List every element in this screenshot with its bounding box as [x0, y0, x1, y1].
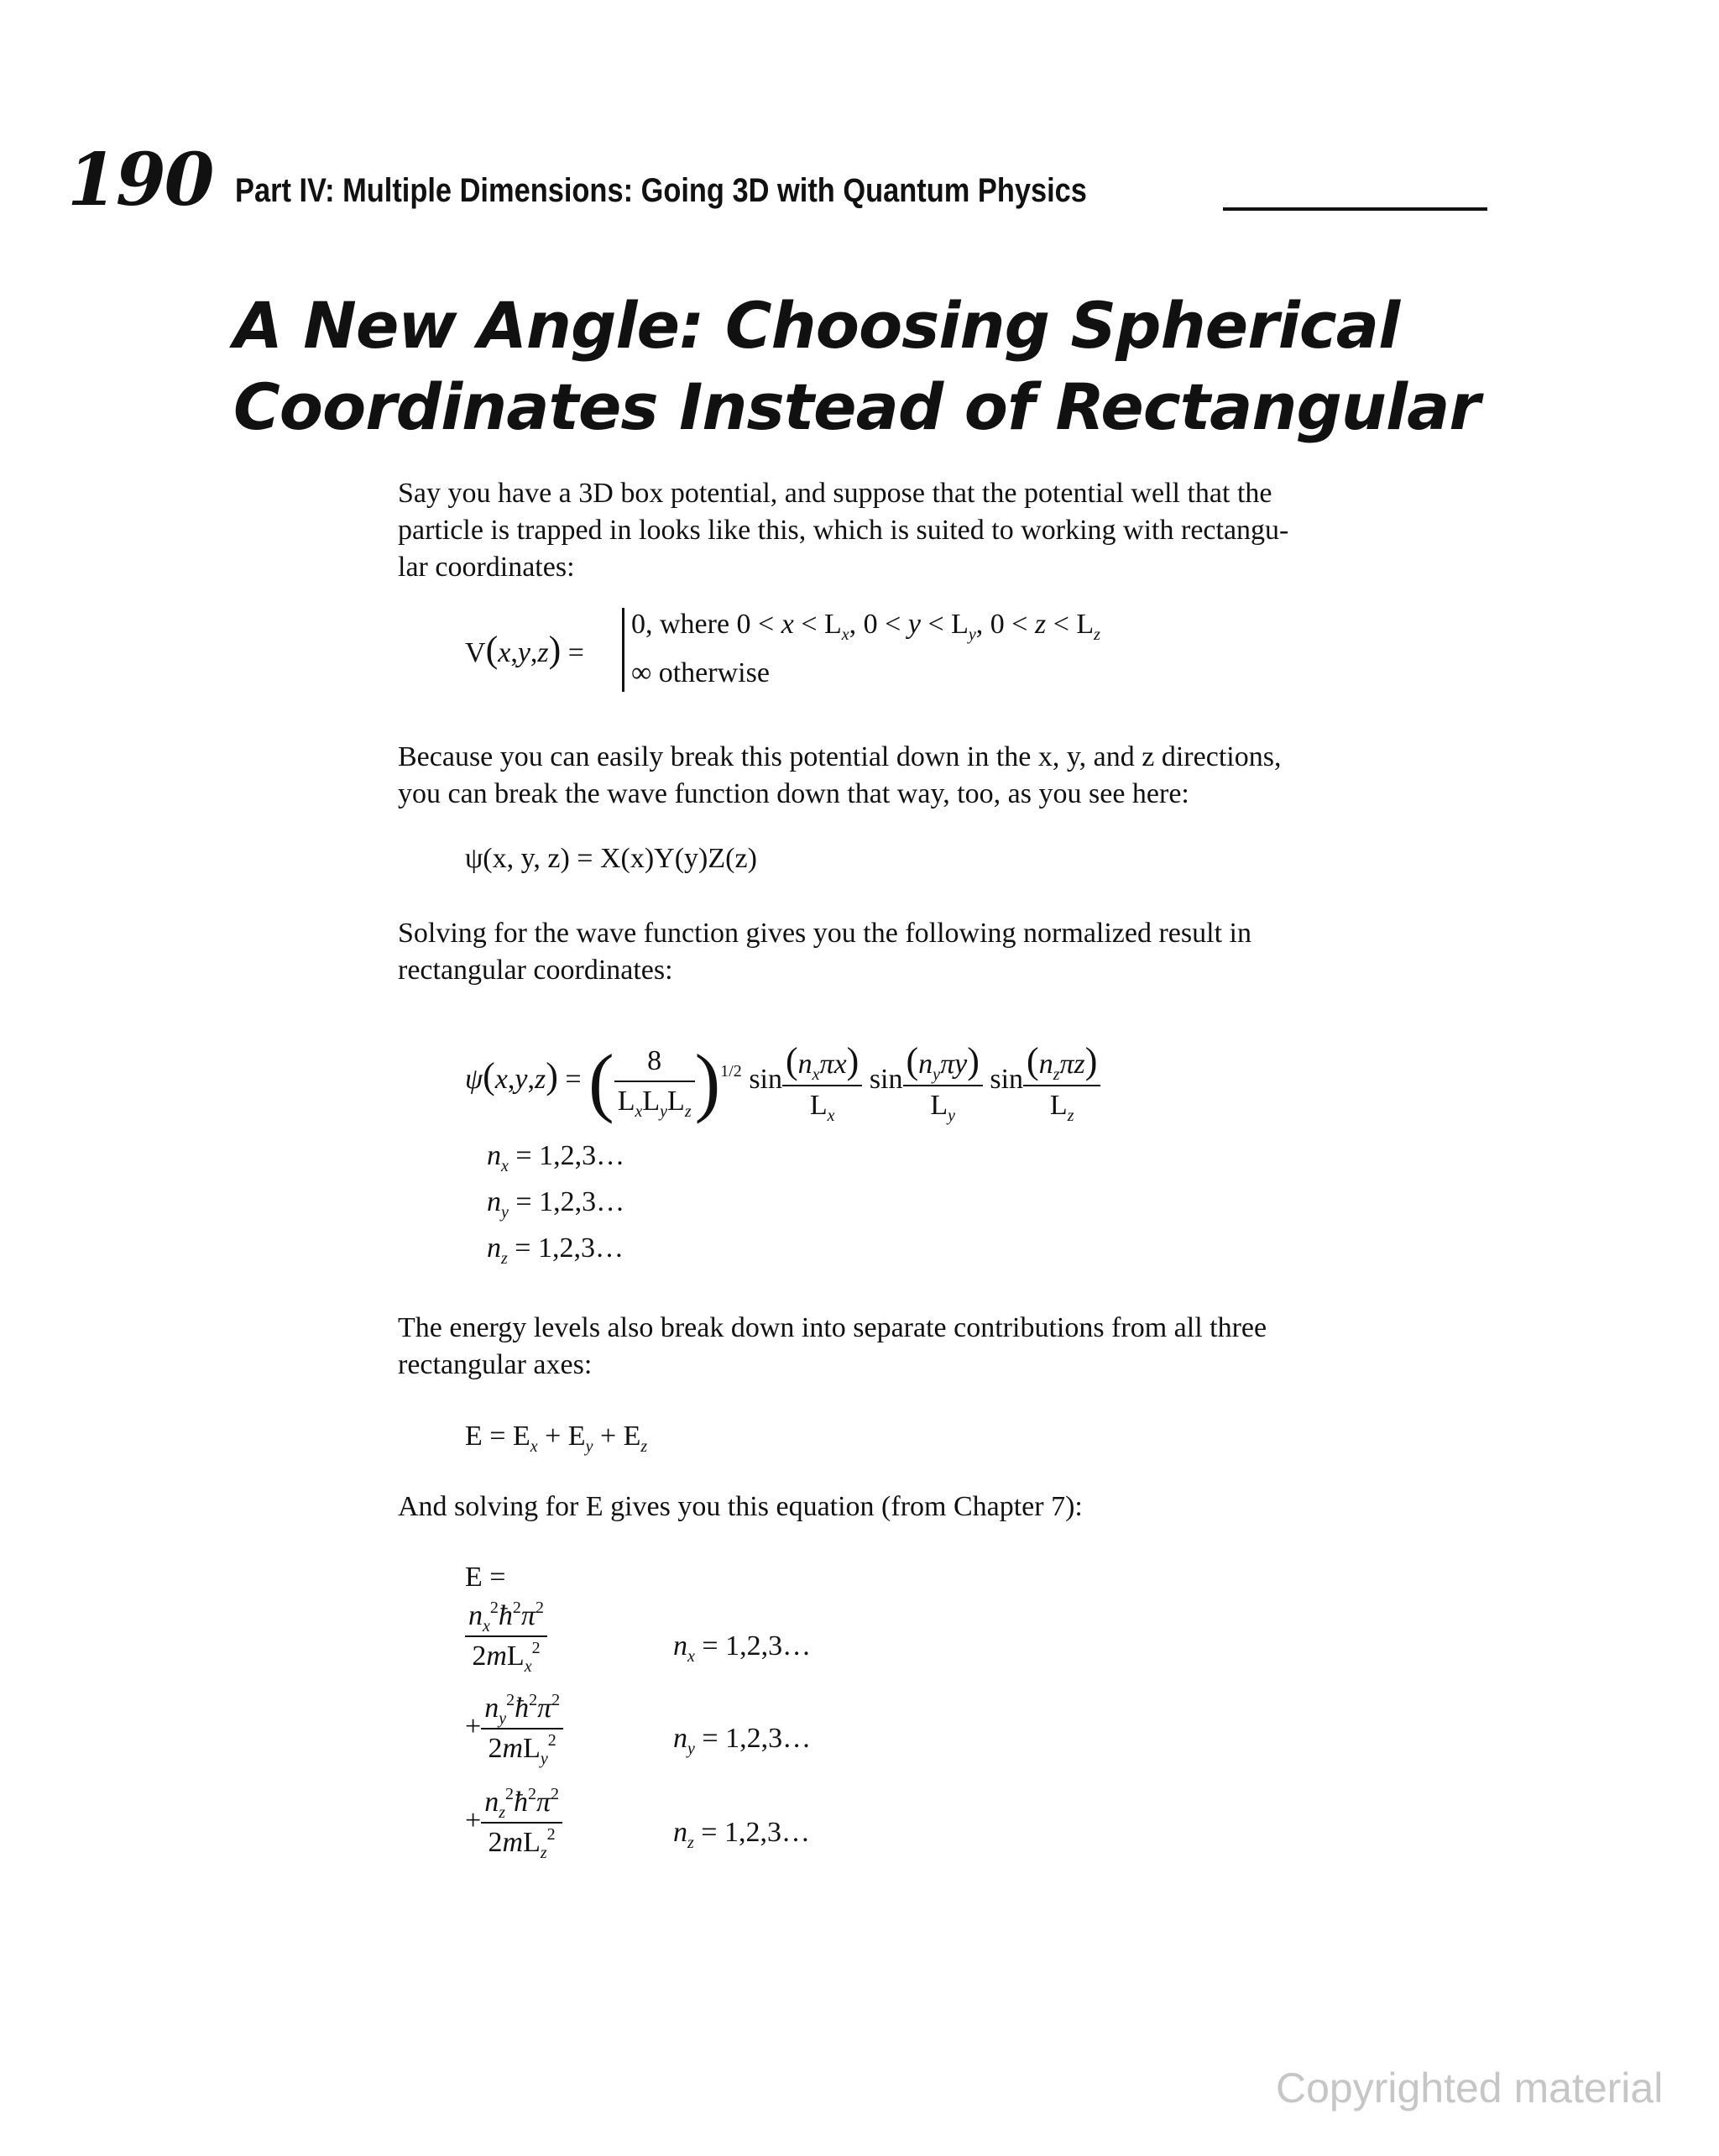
energy-lhs: E = — [465, 1562, 506, 1593]
paragraph-line: Because you can easily break this potential down in the x, y, and z directions, — [398, 741, 1282, 772]
ny-range: $n_y$ = 1,2,3… — [487, 1186, 625, 1222]
paragraph-5 — [398, 1489, 1083, 1525]
paragraph-line: And solving for E gives you this equation (from Chapter 7): — [398, 1491, 1083, 1522]
section-heading-line-2: Coordinates Instead of Rectangular — [233, 369, 1480, 444]
paragraph-line: rectangular axes: — [398, 1349, 593, 1380]
nz-range: $n_z$ = 1,2,3… — [487, 1232, 624, 1268]
page-number: 190 — [67, 138, 213, 222]
potential-case-prefix: 0, where 0 < — [631, 609, 775, 640]
energy-term-x: $\frac{n_x^2ħ^2\pi^2}{2mL_x^2}$ — [465, 1602, 547, 1671]
paragraph-2 — [398, 739, 1281, 813]
paragraph-line: Solving for the wave function gives you the following normalized result in — [398, 918, 1251, 949]
running-head: Part IV: Multiple Dimensions: Going 3D with Quantum Physics — [235, 172, 1087, 209]
nx-range: $n_x$ = 1,2,3… — [487, 1140, 625, 1175]
paragraph-line: you can break the wave function down that way, too, as you see here: — [398, 778, 1189, 809]
energy-nx-range: $n_x$ = 1,2,3… — [673, 1630, 812, 1666]
normalization-numerator: 8 — [647, 1045, 662, 1076]
energy-nz-range: $n_z$ = 1,2,3… — [673, 1817, 810, 1852]
paragraph-4 — [398, 1310, 1267, 1384]
header-rule — [1223, 207, 1487, 211]
wavefunction-equation: ψ(x,y,z) = ( $\frac{8}{L_xL_yL_z}$ )$^{1/2}$ sin $\frac{(n_x\pi x)}{L_x}$ sin $\frac{(n_y\pi y)}{L_y}$ sin $\frac{(n_z\pi z)}{L_z}$ — [465, 1043, 1100, 1120]
paragraph-3 — [398, 915, 1251, 989]
energy-term-y: + $\frac{n_y^2ħ^2\pi^2}{2mL_y^2}$ — [465, 1694, 563, 1763]
potential-equation-lhs: V(x,y,z) = — [465, 629, 584, 670]
paragraph-line: Say you have a 3D box potential, and suppose that the potential well that the — [398, 478, 1272, 509]
separation-equation: ψ(x, y, z) = X(x)Y(y)Z(z) — [465, 843, 757, 874]
paragraph-line: rectangular coordinates: — [398, 955, 673, 986]
paragraph-line: lar coordinates: — [398, 552, 575, 583]
energy-ny-range: $n_y$ = 1,2,3… — [673, 1723, 812, 1758]
potential-case-outside: ∞ otherwise — [631, 657, 770, 688]
energy-sum-equation: $E = E_x + E_y + E_z$ — [465, 1421, 648, 1456]
energy-term-z: + $\frac{n_z^2ħ^2\pi^2}{2mL_z^2}$ — [465, 1788, 562, 1857]
paragraph-line: particle is trapped in looks like this, which is suited to working with rectangu- — [398, 515, 1289, 546]
paragraph-line: The energy levels also break down into separate contributions from all three — [398, 1312, 1267, 1343]
copyright-watermark: Copyrighted material — [1276, 2064, 1664, 2112]
potential-case-inside: 0, where $0 < x < L_x$, $0 < y < L_y$, $0 < z < L_z$ — [631, 609, 1100, 644]
paragraph-1 — [398, 475, 1288, 586]
piecewise-bar — [622, 608, 624, 692]
section-heading-line-1: A New Angle: Choosing Spherical — [233, 288, 1400, 363]
